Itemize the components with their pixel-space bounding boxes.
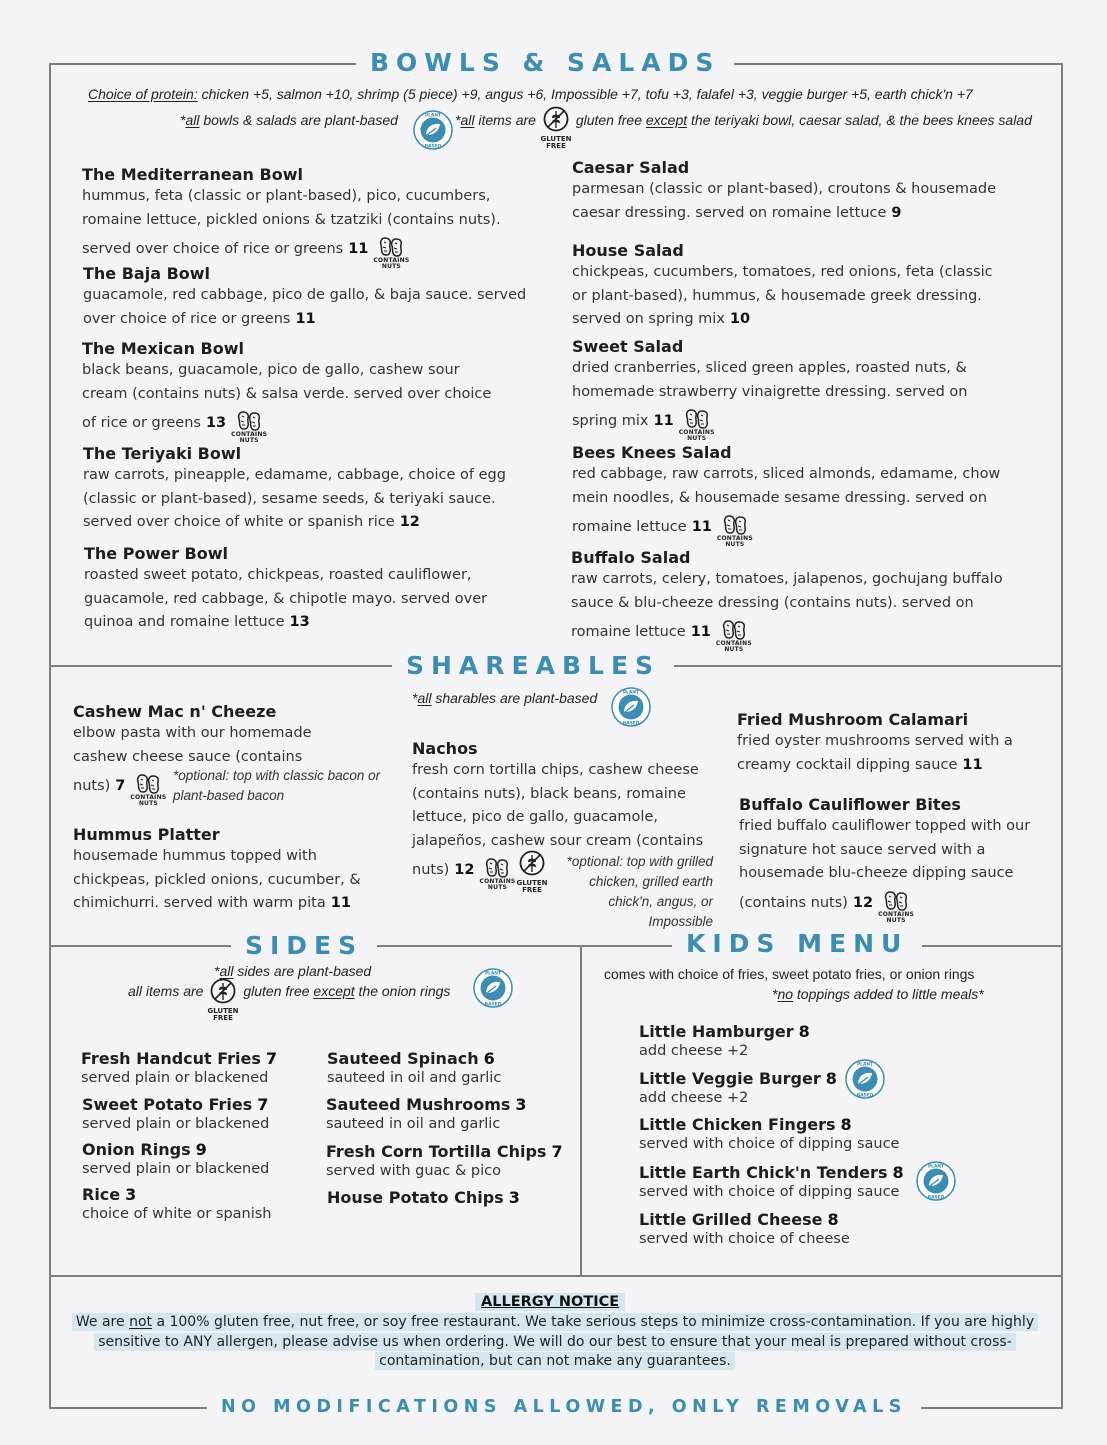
item-price: 3 [515, 1095, 527, 1114]
allergy-not: not [129, 1314, 153, 1330]
allergy-text: a 100% gluten free, nut free, or soy free restaurant. We take serious steps to minimize cross-contamination. If you are highly sensitive to ANY allergen, please advise us when ordering. We will do our best to ensure that your meal is prepared without cross-contamination, but can not make any guarantees. [98, 1314, 1035, 1369]
contains-nuts-icon [716, 514, 754, 548]
item-price: 3 [508, 1188, 520, 1207]
contains-nuts-label: CONTAINS NUTS [678, 429, 715, 442]
plant-based-icon [845, 1059, 885, 1099]
item-name: Bees Knees Salad [572, 443, 732, 462]
gluten-free-icon [514, 850, 550, 894]
menu-item-mediterranean-bowl [82, 164, 527, 270]
kids-fries-note: comes with choice of fries, sweet potato fries, or onion rings [604, 966, 975, 982]
menu-item-caesar-salad [572, 157, 1017, 225]
side-item-sauteed-mushrooms [326, 1094, 527, 1133]
section-title-bowls: BOWLS & SALADS [356, 49, 734, 77]
contains-nuts-icon [678, 408, 716, 442]
menu-item-sweet-salad [572, 336, 987, 442]
menu-item-power-bowl [84, 543, 504, 635]
item-price: 8 [892, 1163, 904, 1182]
contains-nuts-icon [129, 773, 167, 807]
kids-item-veggie-burger [639, 1068, 837, 1107]
note-text: all items are [128, 983, 204, 999]
item-price: 13 [205, 415, 227, 431]
item-name: Little Veggie Burger [639, 1069, 821, 1088]
item-price: 10 [729, 311, 751, 327]
item-price: 12 [852, 894, 874, 911]
item-desc: fried oyster mushrooms served with a creamy cocktail dipping sauce [737, 733, 1013, 773]
item-name: The Teriyaki Bowl [83, 444, 242, 463]
item-price: 7 [115, 778, 126, 794]
mac-optional-note: *optional: top with classic bacon or plant-based bacon [173, 768, 381, 803]
item-name: Rice [82, 1185, 121, 1204]
item-name: Fried Mushroom Calamari [737, 710, 969, 729]
menu-item-baja-bowl [83, 263, 533, 331]
item-price: 12 [454, 862, 475, 878]
item-desc: dried cranberries, sliced green apples, roasted nuts, & homemade strawberry vinaigrette dressing. served on spring mix [572, 360, 968, 429]
item-name: House Potato Chips [327, 1188, 504, 1207]
shareables-plant-note [412, 690, 597, 706]
item-desc: served with choice of dipping sauce [639, 1184, 900, 1200]
item-name: The Mediterranean Bowl [82, 165, 303, 184]
item-desc: black beans, guacamole, pico de gallo, cashew sour cream (contains nuts) & salsa verde. served over choice of rice or greens [82, 362, 492, 431]
side-item-onion-rings [82, 1139, 269, 1178]
item-name: Cashew Mac n' Cheeze [73, 702, 277, 721]
item-desc: sauteed in oil and garlic [327, 1070, 502, 1086]
gluten-free-label: GLUTEN FREE [516, 879, 548, 894]
note-star: * [412, 690, 418, 706]
note-text: gluten free [571, 112, 646, 128]
item-desc: raw carrots, celery, tomatoes, jalapenos, gochujang buffalo sauce & blu-cheeze dressing (contains nuts). served on romaine lettuce [571, 571, 1003, 640]
item-desc: sauteed in oil and garlic [326, 1116, 501, 1132]
item-name: House Salad [572, 241, 684, 260]
menu-item-buffalo-cauliflower [739, 794, 1044, 924]
item-price: 9 [891, 204, 902, 221]
contains-nuts-label: CONTAINS NUTS [231, 431, 268, 444]
contains-nuts-label: CONTAINS NUTS [716, 535, 753, 548]
menu-item-mexican-bowl [82, 338, 502, 444]
allergy-text: We are [75, 1314, 130, 1330]
item-price: 8 [825, 1069, 837, 1088]
note-no: no [777, 986, 794, 1002]
item-name: Sweet Potato Fries [82, 1095, 253, 1114]
menu-item-bees-knees-salad [572, 442, 1012, 548]
section-title-sides: SIDES [231, 932, 377, 960]
contains-nuts-label: CONTAINS NUTS [479, 878, 516, 891]
item-name: Caesar Salad [572, 158, 690, 177]
item-name: Little Earth Chick'n Tenders [639, 1163, 888, 1182]
item-name: Hummus Platter [73, 825, 220, 844]
side-item-tortilla-chips [326, 1141, 563, 1180]
menu-item-buffalo-salad [571, 547, 1011, 653]
section-title-shareables: SHAREABLES [392, 652, 674, 680]
kids-item-chicken-fingers [639, 1114, 899, 1153]
item-price: 8 [798, 1022, 810, 1041]
side-item-handcut-fries [81, 1048, 277, 1087]
note-text: the onion rings [354, 983, 451, 999]
gluten-free-icon [205, 978, 241, 1022]
item-price: 6 [483, 1049, 495, 1068]
contains-nuts-icon [478, 857, 516, 891]
item-desc: housemade hummus topped with chickpeas, pickled onions, cucumber, & chimichurri. served with warm pita [73, 848, 361, 911]
contains-nuts-icon [230, 410, 268, 444]
item-desc: fresh corn tortilla chips, cashew cheese (contains nuts), black beans, romaine lettuce, pico de gallo, guacamole, jalapeños, cashew sour cream (contains nuts) [412, 762, 704, 878]
kids-toppings-note [772, 986, 984, 1002]
contains-nuts-label: CONTAINS NUTS [130, 794, 167, 807]
contains-nuts-label: CONTAINS NUTS [878, 910, 915, 924]
item-price: 9 [195, 1140, 207, 1159]
menu-item-house-salad [572, 240, 997, 332]
item-name: Buffalo Salad [571, 548, 691, 567]
item-desc: hummus, feta (classic or plant-based), pico, cucumbers, romaine lettuce, pickled onions & tzatziki (contains nuts). served over choice of rice or greens [82, 188, 501, 257]
item-price: 11 [295, 310, 316, 327]
note-text: gluten free [239, 983, 314, 999]
item-desc: add cheese +2 [639, 1043, 749, 1059]
item-name: The Baja Bowl [83, 264, 211, 283]
divider-sides-kids [580, 945, 582, 1275]
item-price: 11 [348, 241, 369, 257]
item-desc: served plain or blackened [82, 1116, 270, 1132]
side-item-sweet-potato-fries [82, 1094, 269, 1133]
item-desc: served with choice of cheese [639, 1231, 850, 1247]
item-price: 7 [551, 1142, 563, 1161]
allergy-notice-body [62, 1313, 1048, 1372]
item-name: Fresh Corn Tortilla Chips [326, 1142, 547, 1161]
item-name: Fresh Handcut Fries [81, 1049, 261, 1068]
item-desc: elbow pasta with our homemade cashew cheese sauce (contains nuts) [73, 725, 312, 794]
item-price: 7 [257, 1095, 269, 1114]
note-star: * [180, 112, 186, 128]
gluten-free-label: GLUTEN FREE [540, 135, 572, 150]
contains-nuts-label: CONTAINS NUTS [373, 257, 410, 270]
side-item-sauteed-spinach [327, 1048, 501, 1087]
item-price: 11 [653, 413, 674, 429]
item-desc: add cheese +2 [639, 1090, 749, 1106]
note-except: except [645, 112, 688, 128]
kids-item-hamburger [639, 1021, 810, 1060]
item-price: 11 [330, 895, 351, 911]
plant-based-icon [916, 1161, 956, 1201]
item-desc: parmesan (classic or plant-based), croutons & housemade caesar dressing. served on romaine lettuce [572, 181, 997, 221]
sides-plant-note [214, 963, 371, 979]
note-all: all [219, 963, 234, 979]
note-text: items are [474, 112, 536, 128]
item-price: 3 [125, 1185, 137, 1204]
nachos-optional-note: *optional: top with grilled chicken, grilled earth chick'n, angus, or Impossible [566, 854, 713, 929]
item-price: 12 [399, 514, 420, 530]
item-name: Onion Rings [82, 1140, 191, 1159]
item-desc: served with guac & pico [326, 1163, 501, 1179]
contains-nuts-icon [877, 890, 915, 924]
item-desc: served plain or blackened [82, 1161, 270, 1177]
note-star: * [455, 112, 461, 128]
item-name: Sweet Salad [572, 337, 684, 356]
footer-no-modifications: NO MODIFICATIONS ALLOWED, ONLY REMOVALS [207, 1395, 921, 1419]
item-name: Little Chicken Fingers [639, 1115, 836, 1134]
note-all: all [417, 690, 432, 706]
bowls-plant-note [180, 112, 398, 128]
note-text: sides are plant-based [233, 963, 372, 979]
item-desc: roasted sweet potato, chickpeas, roasted cauliflower, guacamole, red cabbage, & chipotle mayo. served over quinoa and romaine lettuce [84, 567, 488, 630]
note-star: * [214, 963, 220, 979]
item-price: 13 [289, 614, 310, 630]
protein-label: Choice of protein: [88, 86, 198, 102]
item-name: Little Grilled Cheese [639, 1210, 823, 1229]
menu-item-mushroom-calamari [737, 709, 1037, 777]
gluten-free-label: GLUTEN FREE [207, 1007, 239, 1022]
item-desc: red cabbage, raw carrots, sliced almonds, edamame, chow mein noodles, & housemade sesame dressing. served on romaine lettuce [572, 466, 1001, 535]
note-text: toppings added to little meals* [793, 986, 984, 1002]
side-item-rice [82, 1184, 272, 1223]
note-except: except [313, 983, 355, 999]
item-desc: fried buffalo cauliflower topped with our signature hot sauce served with a housemade blu-cheeze dipping sauce (contains nuts) [739, 818, 1031, 911]
side-item-potato-chips [327, 1187, 520, 1208]
gluten-free-icon [538, 106, 574, 150]
item-price: 8 [840, 1115, 852, 1134]
item-name: Nachos [412, 739, 478, 758]
plant-based-icon [611, 687, 651, 727]
item-price: 11 [962, 756, 983, 773]
item-price: 11 [690, 624, 711, 640]
item-name: Little Hamburger [639, 1022, 794, 1041]
item-name: The Power Bowl [84, 544, 228, 563]
menu-item-hummus-platter [73, 824, 373, 916]
section-title-kids: KIDS MENU [672, 930, 922, 958]
note-text: sharables are plant-based [431, 690, 598, 706]
divider-allergy [49, 1275, 1063, 1277]
note-all: all [185, 112, 200, 128]
note-all: all [460, 112, 475, 128]
kids-item-earth-chickn-tenders [639, 1162, 904, 1201]
allergy-notice-title: ALLERGY NOTICE [475, 1293, 625, 1311]
note-star: * [772, 986, 778, 1002]
contains-nuts-icon [715, 619, 753, 653]
protein-note [88, 86, 973, 102]
item-desc: served with choice of dipping sauce [639, 1136, 900, 1152]
item-desc: chickpeas, cucumbers, tomatoes, red onions, feta (classic or plant-based), hummus, & housemade greek dressing. served on spring mix [572, 264, 993, 327]
plant-based-icon [413, 110, 453, 150]
item-price: 11 [691, 519, 712, 535]
contains-nuts-label: CONTAINS NUTS [715, 640, 752, 653]
item-desc: raw carrots, pineapple, edamame, cabbage, choice of egg (classic or plant-based), sesame seeds, & teriyaki sauce. served over choice of white or spanish rice [83, 467, 506, 530]
kids-item-grilled-cheese [639, 1209, 850, 1248]
sides-gf-note [128, 983, 450, 999]
menu-item-teriyaki-bowl [83, 443, 531, 535]
item-price: 8 [827, 1210, 839, 1229]
protein-text: chicken +5, salmon +10, shrimp (5 piece) +9, angus +6, Impossible +7, tofu +3, falafel +3, veggie burger +5, earth chick'n +7 [197, 86, 973, 102]
plant-based-icon [473, 968, 513, 1008]
item-name: Buffalo Cauliflower Bites [739, 795, 961, 814]
item-desc: served plain or blackened [81, 1070, 269, 1086]
item-name: Sauteed Spinach [327, 1049, 479, 1068]
item-name: Sauteed Mushrooms [326, 1095, 511, 1114]
item-price: 7 [265, 1049, 278, 1068]
note-text: bowls & salads are plant-based [199, 112, 398, 128]
item-name: The Mexican Bowl [82, 339, 244, 358]
item-desc: choice of white or spanish [82, 1206, 272, 1222]
note-text: the teriyaki bowl, caesar salad, & the bees knees salad [687, 112, 1032, 128]
item-desc: guacamole, red cabbage, pico de gallo, & baja sauce. served over choice of rice or greens [83, 287, 527, 327]
